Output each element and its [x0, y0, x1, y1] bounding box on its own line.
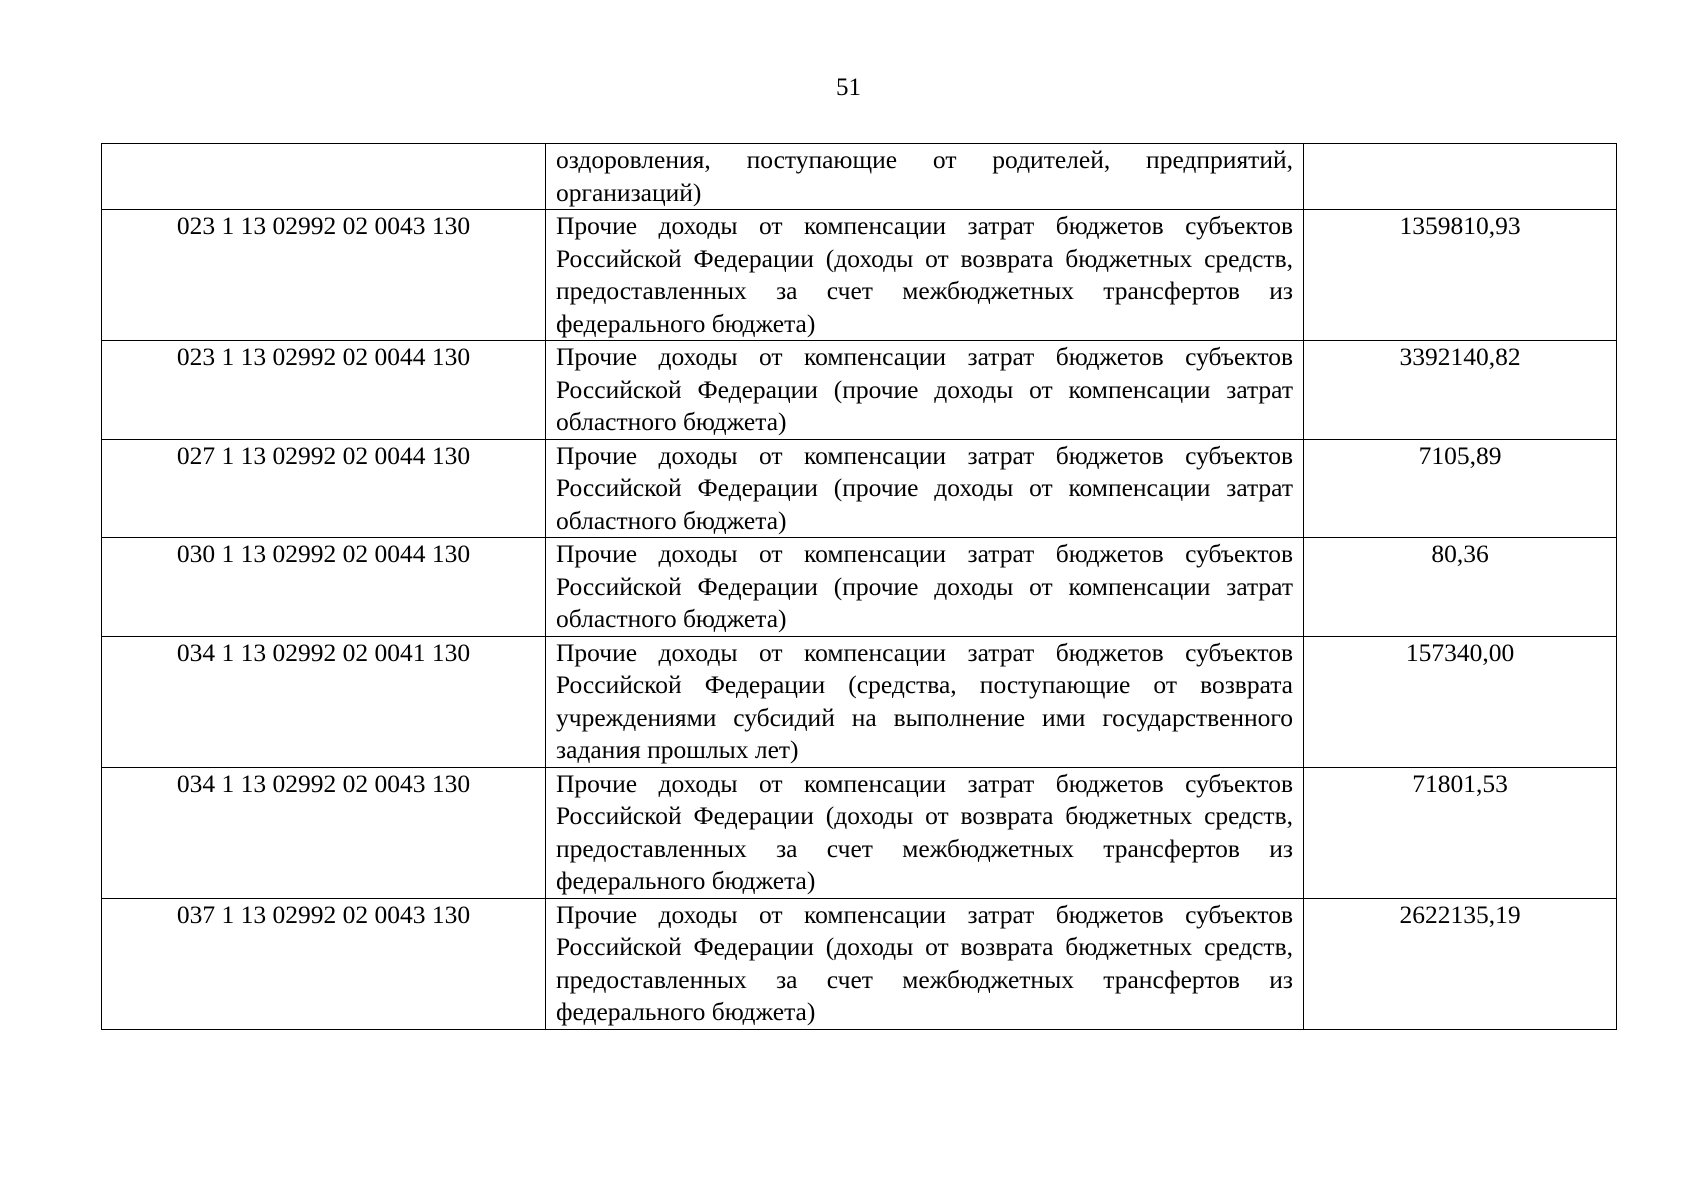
description-cell: оздоровления, поступающие от родителей, предприятий, организаций): [546, 144, 1304, 210]
table-row: [102, 767, 1617, 898]
budget-revenue-table: [101, 143, 1617, 1030]
description-cell: Прочие доходы от компенсации затрат бюджетов субъектов Российской Федерации (средства, поступающие от возврата учреждениями субсидий на выполнение ими государственного задания прошлых лет): [546, 636, 1304, 767]
table-row: [102, 439, 1617, 538]
amount-cell: 7105,89: [1304, 439, 1617, 538]
amount-cell: 1359810,93: [1304, 210, 1617, 341]
amount-cell: 157340,00: [1304, 636, 1617, 767]
budget-code-cell: 030 1 13 02992 02 0044 130: [102, 538, 546, 637]
table-row: [102, 898, 1617, 1029]
budget-code-cell: 034 1 13 02992 02 0043 130: [102, 767, 546, 898]
amount-cell: 2622135,19: [1304, 898, 1617, 1029]
budget-code-cell: [102, 144, 546, 210]
budget-code-cell: 037 1 13 02992 02 0043 130: [102, 898, 546, 1029]
budget-code-cell: 023 1 13 02992 02 0043 130: [102, 210, 546, 341]
amount-cell: 3392140,82: [1304, 341, 1617, 440]
table-row: [102, 538, 1617, 637]
table-row: [102, 144, 1617, 210]
amount-cell: [1304, 144, 1617, 210]
description-cell: Прочие доходы от компенсации затрат бюджетов субъектов Российской Федерации (прочие доходы от компенсации затрат областного бюджета): [546, 341, 1304, 440]
amount-cell: 71801,53: [1304, 767, 1617, 898]
table-row: [102, 341, 1617, 440]
budget-code-cell: 034 1 13 02992 02 0041 130: [102, 636, 546, 767]
description-cell: Прочие доходы от компенсации затрат бюджетов субъектов Российской Федерации (доходы от возврата бюджетных средств, предоставленных за счет межбюджетных трансфертов из федерального бюджета): [546, 210, 1304, 341]
table-row: [102, 636, 1617, 767]
table-row: [102, 210, 1617, 341]
page-number: 51: [836, 74, 861, 101]
description-cell: Прочие доходы от компенсации затрат бюджетов субъектов Российской Федерации (прочие доходы от компенсации затрат областного бюджета): [546, 439, 1304, 538]
description-cell: Прочие доходы от компенсации затрат бюджетов субъектов Российской Федерации (доходы от возврата бюджетных средств, предоставленных за счет межбюджетных трансфертов из федерального бюджета): [546, 767, 1304, 898]
amount-cell: 80,36: [1304, 538, 1617, 637]
description-cell: Прочие доходы от компенсации затрат бюджетов субъектов Российской Федерации (доходы от возврата бюджетных средств, предоставленных за счет межбюджетных трансфертов из федерального бюджета): [546, 898, 1304, 1029]
budget-code-cell: 023 1 13 02992 02 0044 130: [102, 341, 546, 440]
budget-code-cell: 027 1 13 02992 02 0044 130: [102, 439, 546, 538]
description-cell: Прочие доходы от компенсации затрат бюджетов субъектов Российской Федерации (прочие доходы от компенсации затрат областного бюджета): [546, 538, 1304, 637]
